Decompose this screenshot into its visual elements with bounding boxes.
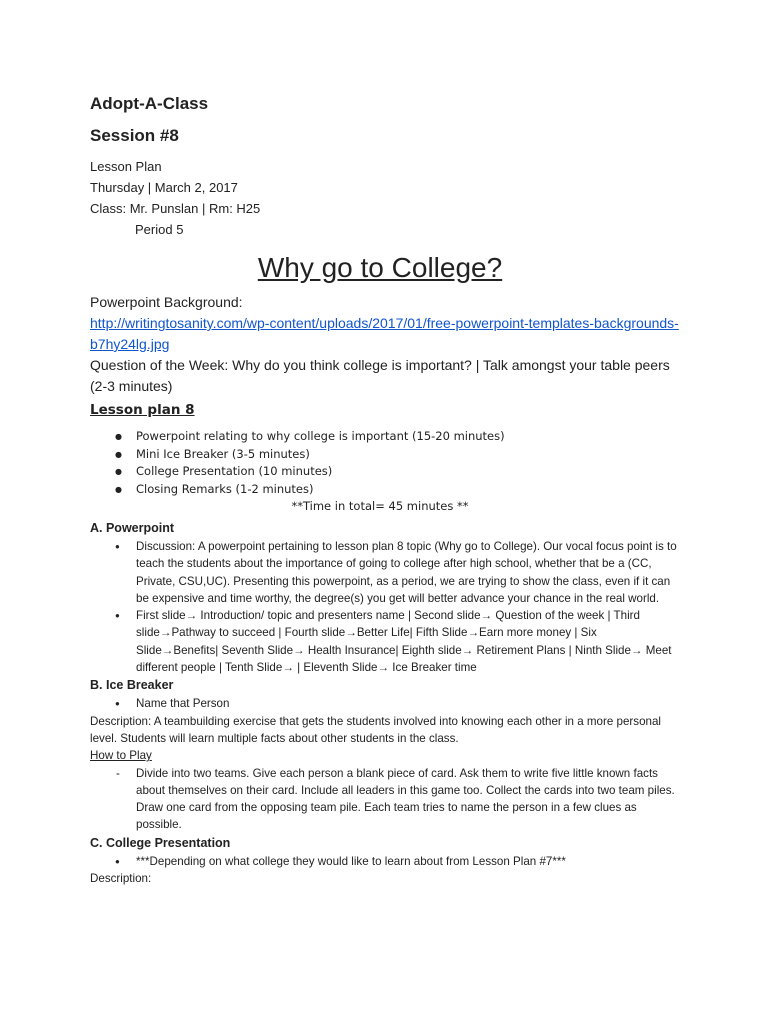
list-item: - Divide into two teams. Give each person a blank piece of card. Ask them to write five little known facts about themselves on their card. Include all leaders in this game too. Collect the cards into two team piles. Draw one card from the opposing team pile. Each team tries to name the person in a few clues as possible. [90,765,680,834]
class-line: Class: Mr. Punslan | Rm: H25 [90,201,261,216]
list-item: ● Name that Person [90,695,680,712]
date-line: Thursday | March 2, 2017 [90,180,238,195]
section-c-list [90,853,680,870]
section-c-description: Description: [90,872,152,886]
list-item: ● Mini Ice Breaker (3-5 minutes) [90,446,680,464]
agenda-list [90,428,680,498]
list-item: ● Powerpoint relating to why college is important (15-20 minutes) [90,428,680,446]
list-item: ● Closing Remarks (1-2 minutes) [90,481,680,499]
section-a-heading: A. Powerpoint [90,521,175,535]
background-link[interactable]: http://writingtosanity.com/wp-content/uploads/2017/01/free-powerpoint-templates-backgrounds-b7hy24lg.jpg [90,315,679,352]
doc-title: Adopt-A-Class [90,94,209,113]
lesson-plan-label: Lesson Plan [90,159,162,174]
lesson-plan-heading: Lesson plan 8 [90,402,195,418]
section-a-list [90,538,680,676]
list-item: ● Discussion: A powerpoint pertaining to lesson plan 8 topic (Why go to College). Our vocal focus point is to teach the students about the importance of going to college after high school, whether that be a (CC, Private, CSU,UC). Presenting this powerpoint, as a period, we are trying to show the class, even if it can be expensive and time worthy, the degree(s) you get will better advance your chance in the real world. [90,538,680,607]
session-title: Session #8 [90,126,179,145]
section-b-heading: B. Ice Breaker [90,678,174,693]
list-item: ● First slide→ Introduction/ topic and presenters name | Second slide→ Question of the week | Third slide→Pathway to succeed | Fourth slide→Better Life| Fifth Slide→Earn more money | Six Slide→Benefits| Seventh Slide→ Health Insurance| Eighth slide→ Retirement Plans | Ninth Slide→ Meet different people | Tenth Slide→ | Eleventh Slide→ Ice Breaker time [90,607,680,676]
background-label: Powerpoint Background: [90,294,243,310]
main-title: Why go to College? [257,252,503,283]
question-of-week: Question of the Week: Why do you think college is important? | Talk amongst your table peers (2-3 minutes) [90,357,670,394]
section-c-heading: C. College Presentation [90,835,231,850]
total-time: **Time in total= 45 minutes ** [291,499,469,513]
list-item: ● College Presentation (10 minutes) [90,463,680,481]
section-b-description: Description: A teambuilding exercise that gets the students involved into knowing each other in a more personal level. Students will learn multiple facts about other students in the class. [90,714,662,745]
how-to-play-list [90,765,680,834]
document-page [90,92,680,887]
list-item: ● ***Depending on what college they would like to learn about from Lesson Plan #7*** [90,853,680,870]
how-to-play-heading: How to Play [90,749,152,763]
period-line: Period 5 [135,222,184,237]
section-b-list [90,695,680,712]
